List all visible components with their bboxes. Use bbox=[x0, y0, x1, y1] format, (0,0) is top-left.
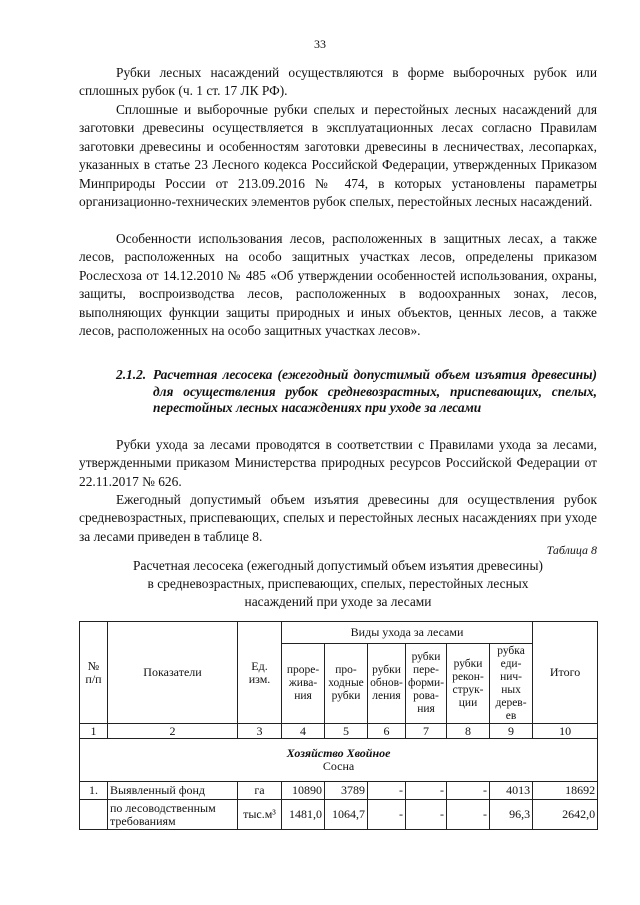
header-unit: Ед. изм. bbox=[238, 622, 282, 724]
header-total: Итого bbox=[533, 622, 598, 724]
header-type: рубки обнов-ления bbox=[368, 644, 406, 724]
header-type: проре-жива-ния bbox=[282, 644, 325, 724]
header-type: рубки рекон-струк-ции bbox=[447, 644, 490, 724]
row-value: 1481,0 bbox=[282, 800, 325, 830]
paragraph-3: Особенности использования лесов, расположенных в защитных лесах, а также лесов, расположенных на особо защитных участках лесов, определены приказом Рослесхоза от 14.12.2010 № 485 «Об утверждении особенностей использования, охраны, защиты, воспроизводства лесов, расположенных в водоохранных зонах, лесов, выполняющих функции защиты природных и иных объектов, ценных лесов, а также лесов, расположенных на особо защитных участках лесов». bbox=[79, 231, 597, 339]
page-number: 33 bbox=[314, 37, 326, 51]
header-type: про-ходные рубки bbox=[325, 644, 368, 724]
row-num bbox=[80, 800, 108, 830]
data-table bbox=[79, 621, 598, 830]
header-indicator: Показатели bbox=[108, 622, 238, 724]
col-number: 8 bbox=[447, 724, 490, 739]
row-label: по лесоводственным требованиям bbox=[108, 800, 238, 830]
section-title: Расчетная лесосека (ежегодный допустимый объем изъятия древесины) для осуществления рубок средневозрастных, приспевающих, спелых, перестойных лесных насаждениях при уходе за лесами bbox=[153, 367, 597, 416]
row-value: - bbox=[447, 782, 490, 800]
paragraph-5: Ежегодный допустимый объем изъятия древесины для осуществления рубок средневозрастных, приспевающих, спелых и перестойных лесных насаждениях при уходе за лесами приведен в таблице 8. bbox=[79, 492, 597, 544]
col-number: 10 bbox=[533, 724, 598, 739]
row-value: - bbox=[406, 782, 447, 800]
row-value: - bbox=[447, 800, 490, 830]
col-number: 2 bbox=[108, 724, 238, 739]
row-num: 1. bbox=[80, 782, 108, 800]
row-value: 10890 bbox=[282, 782, 325, 800]
row-value: - bbox=[406, 800, 447, 830]
paragraph-4: Рубки ухода за лесами проводятся в соответствии с Правилами ухода за лесами, утвержденными приказом Министерства природных ресурсов Российской Федерации от 22.11.2017 № 626. bbox=[79, 437, 597, 489]
section-number: 2.1.2. bbox=[116, 367, 147, 382]
farm-section-title: Хозяйство Хвойное bbox=[286, 746, 391, 760]
header-num: № п/п bbox=[80, 622, 108, 724]
table-caption-line: насаждений при уходе за лесами bbox=[244, 594, 432, 609]
table-label: Таблица 8 bbox=[546, 543, 597, 557]
header-group: Виды ухода за лесами bbox=[282, 622, 533, 644]
row-unit: тыс.м³ bbox=[238, 800, 282, 830]
row-value: - bbox=[368, 800, 406, 830]
row-total: 18692 bbox=[533, 782, 598, 800]
species-subtitle: Сосна bbox=[322, 759, 355, 773]
paragraph-1: Рубки лесных насаждений осуществляются в форме выборочных рубок или сплошных рубок (ч. 1 ст. 17 ЛК РФ). bbox=[79, 65, 597, 99]
col-number: 7 bbox=[406, 724, 447, 739]
row-label: Выявленный фонд bbox=[108, 782, 238, 800]
col-number: 6 bbox=[368, 724, 406, 739]
col-number: 5 bbox=[325, 724, 368, 739]
section-heading bbox=[116, 367, 597, 417]
section-row bbox=[80, 739, 598, 782]
header-type: рубка еди-нич-ных дерев-ев bbox=[490, 644, 533, 724]
table-caption bbox=[79, 557, 597, 611]
col-number: 4 bbox=[282, 724, 325, 739]
paragraph-2: Сплошные и выборочные рубки спелых и перестойных лесных насаждений для заготовки древесины осуществляется в эксплуатационных лесах согласно Правилам заготовки древесины и особенностям заготовки древесины в лесничествах, лесопарках, указанных в статье 23 Лесного кодекса Российской Федерации, утвержденных Приказом Минприроды России от 213.09.2016 № 474, в которых установлены параметры организационно-технических элементов рубок спелых, перестойных лесных насаждений. bbox=[79, 102, 597, 210]
header-type: рубки пере-форми-рова-ния bbox=[406, 644, 447, 724]
row-value: - bbox=[368, 782, 406, 800]
col-number: 3 bbox=[238, 724, 282, 739]
row-unit: га bbox=[238, 782, 282, 800]
row-value: 1064,7 bbox=[325, 800, 368, 830]
table-row bbox=[80, 782, 598, 800]
row-value: 96,3 bbox=[490, 800, 533, 830]
row-total: 2642,0 bbox=[533, 800, 598, 830]
row-value: 4013 bbox=[490, 782, 533, 800]
table-caption-line: в средневозрастных, приспевающих, спелых, перестойных лесных bbox=[147, 576, 529, 591]
col-number: 9 bbox=[490, 724, 533, 739]
row-value: 3789 bbox=[325, 782, 368, 800]
table-caption-line: Расчетная лесосека (ежегодный допустимый объем изъятия древесины) bbox=[133, 558, 543, 573]
table-row bbox=[80, 800, 598, 830]
col-number: 1 bbox=[80, 724, 108, 739]
